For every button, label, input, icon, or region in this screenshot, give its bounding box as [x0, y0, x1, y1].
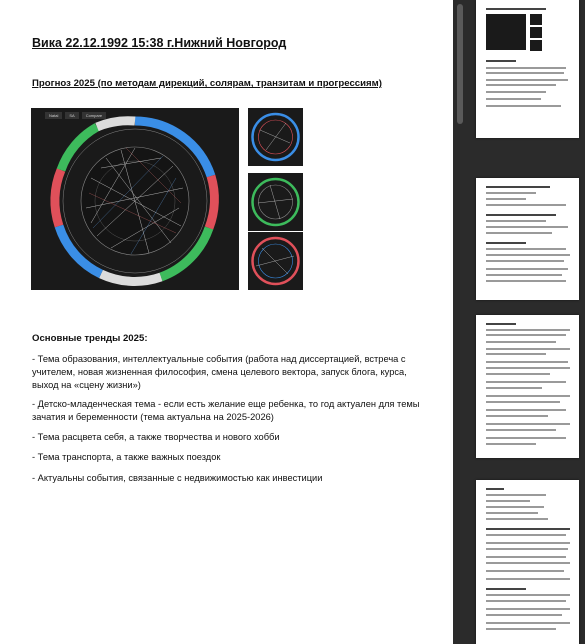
chart-toolbar	[45, 112, 106, 119]
trend-item-children: - Детско-младенческая тема - если есть желание еще ребенка, то год актуален для темы зачатия и беременности (тема актуальна на 2025-2026)	[32, 399, 420, 422]
trend-item-transport: - Тема транспорта, а также важных поездок	[32, 452, 221, 462]
mini-chart-2	[248, 173, 303, 231]
chart-tab-natal: Natal	[45, 112, 62, 119]
trend-item-creativity: - Тема расцвета себя, а также творчества и нового хобби	[32, 432, 280, 442]
panel-scrollbar[interactable]	[457, 4, 463, 124]
page-thumbnail-4[interactable]	[476, 480, 579, 644]
trends-heading: Основные тренды 2025:	[32, 333, 148, 344]
trend-item-education: - Тема образования, интеллектуальные события (работа над диссертацией, встреча с учителем, новая жизненная философия, смена целевого вектора, запуск блога, курса, выход на «сцену жизни»)	[32, 354, 407, 390]
forecast-subtitle: Прогноз 2025 (по методам дирекций, солярам, транзитам и прогрессиям)	[32, 78, 382, 89]
natal-wheel-svg	[31, 108, 239, 290]
page-thumbnail-2[interactable]	[476, 178, 579, 300]
page-title: Вика 22.12.1992 15:38 г.Нижний Новгород	[32, 36, 287, 50]
page-thumbnail-1[interactable]	[476, 0, 579, 138]
mini-wheel-2	[248, 173, 303, 231]
natal-chart-image	[31, 108, 239, 290]
mini-wheel-1	[248, 108, 303, 166]
chart-tab-compare: Compare	[82, 112, 106, 119]
mini-chart-3	[248, 232, 303, 290]
page-thumbnail-3[interactable]	[476, 315, 579, 458]
trend-item-real-estate: - Актуальны события, связанные с недвижимостью как инвестиции	[32, 473, 323, 483]
mini-wheel-3	[248, 232, 303, 290]
mini-chart-1	[248, 108, 303, 166]
chart-tab-sa: SA	[65, 112, 78, 119]
